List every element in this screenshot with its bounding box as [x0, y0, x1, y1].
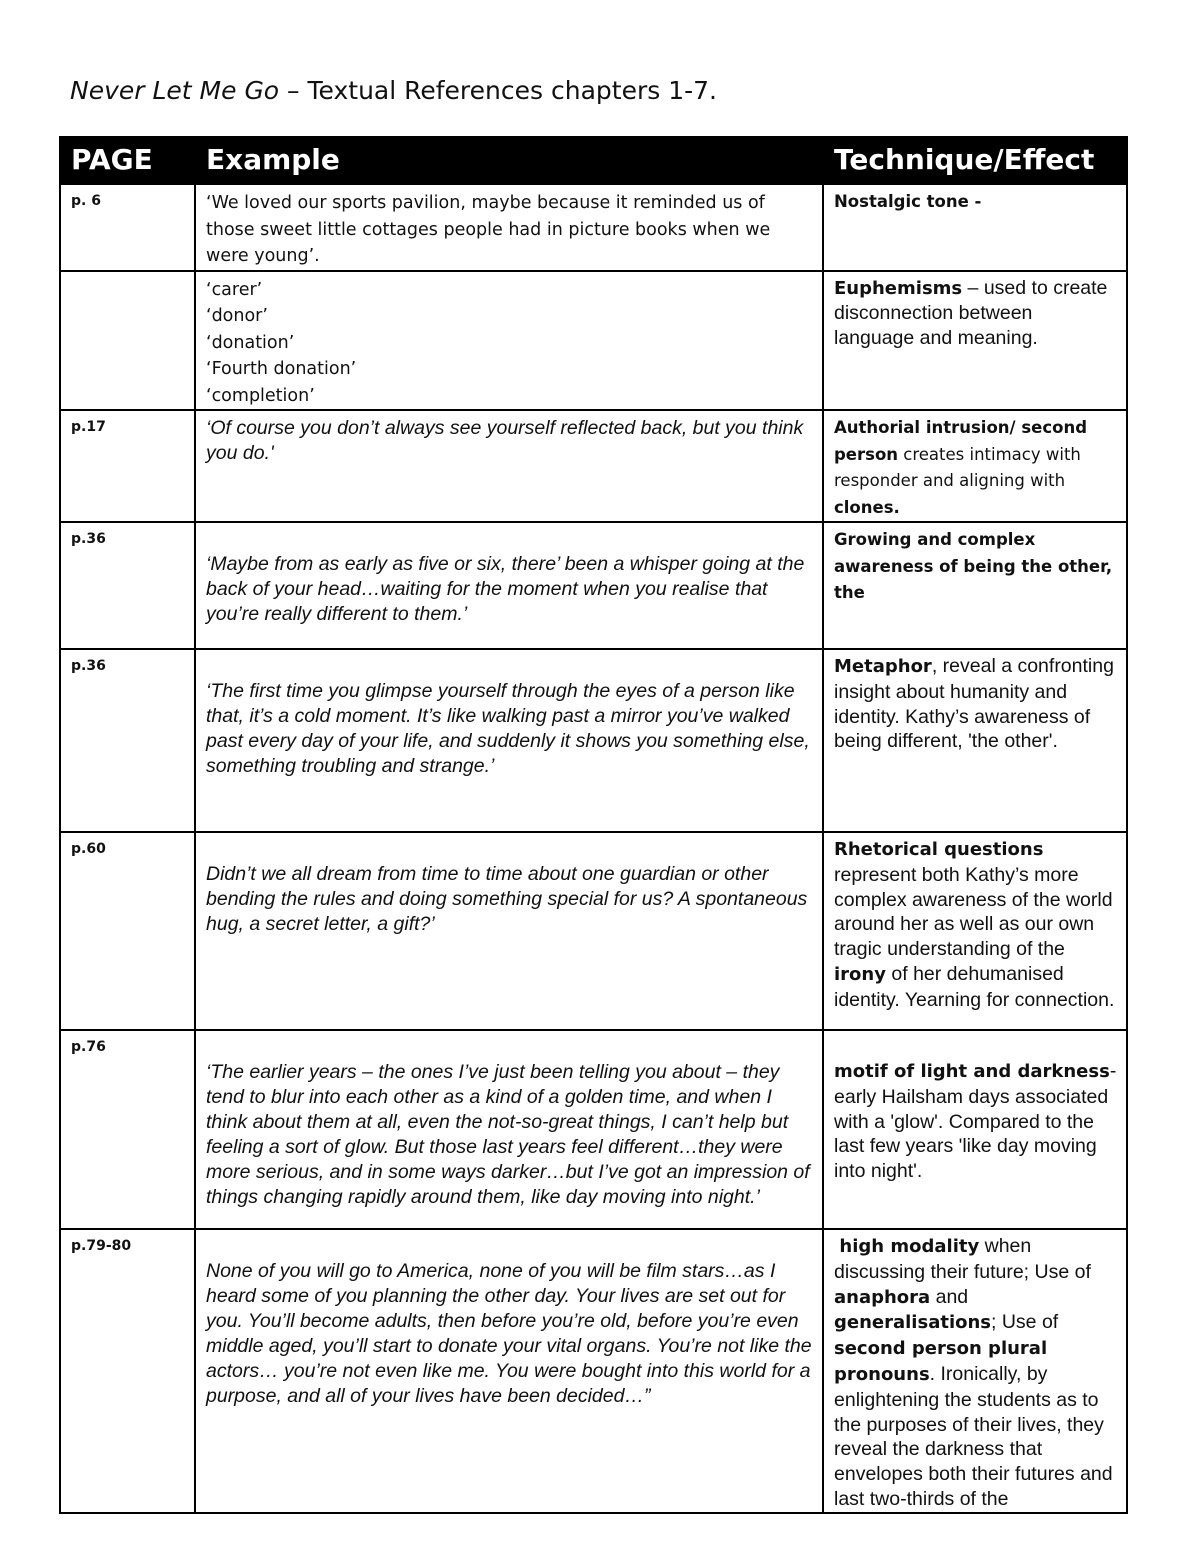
- example-cell: [195, 1229, 823, 1513]
- technique-text: , reveal a confronting insight about humanity and identity. Kathy’s awareness of being different, 'the other'.: [834, 655, 1114, 753]
- table-row: [60, 522, 1127, 649]
- page-cell: p.36: [60, 522, 195, 649]
- header-technique: Technique/Effect: [823, 137, 1127, 184]
- header-example: Example: [195, 137, 823, 184]
- page-cell: p.79-80: [60, 1229, 195, 1513]
- example-text: Didn’t we all dream from time to time about one guardian or other bending the rules and doing something special for us? A spontaneous hug, a secret letter, a gift?’: [206, 863, 808, 935]
- title-italic: Never Let Me Go: [70, 76, 280, 105]
- example-cell: [195, 649, 823, 832]
- example-line: ‘carer’: [206, 279, 263, 300]
- page-cell: p.60: [60, 832, 195, 1030]
- page-cell: p.17: [60, 410, 195, 522]
- technique-bold: motif of light and darkness: [834, 1061, 1110, 1082]
- header-row: [60, 137, 1127, 184]
- technique-cell: [823, 271, 1127, 411]
- technique-cell: [823, 184, 1127, 271]
- table-row: [60, 1030, 1127, 1229]
- page-cell: p.76: [60, 1030, 195, 1229]
- example-cell: [195, 184, 823, 271]
- technique-bold-2: irony: [834, 963, 886, 985]
- technique-text: represent both Kathy’s more complex awareness of the world around her as well as our own tragic understanding of the: [834, 863, 1113, 961]
- technique-bold: Metaphor: [834, 656, 932, 677]
- technique-text-2: of her dehumanised identity. Yearning for connection.: [834, 962, 1115, 1011]
- technique-bold-4: second person plural pronouns: [834, 1338, 1048, 1385]
- example-cell: [195, 522, 823, 649]
- technique-bold: high modality: [839, 1236, 980, 1257]
- technique-bold: Rhetorical questions: [834, 839, 1044, 860]
- document-title: [70, 76, 717, 105]
- technique-cell: [823, 832, 1127, 1030]
- example-cell: [195, 832, 823, 1030]
- technique-bold: Euphemisms: [834, 277, 963, 299]
- table-row: [60, 1229, 1127, 1513]
- page-cell: p.36: [60, 649, 195, 832]
- header-page: PAGE: [60, 137, 195, 184]
- technique-text: creates intimacy with responder and aligning with: [834, 444, 1081, 490]
- table-row: [60, 832, 1127, 1030]
- technique-bold: Nostalgic tone -: [834, 192, 982, 211]
- technique-text-2: and: [930, 1285, 969, 1308]
- example-text: ‘Maybe from as early as five or six, there’ been a whisper going at the back of your head…waiting for the moment when you realise that you’re really different to them.’: [206, 553, 805, 625]
- title-rest: – Textual References chapters 1-7.: [279, 76, 717, 105]
- technique-bold-2: clones.: [834, 497, 900, 517]
- technique-text-3: ; Use of: [991, 1311, 1059, 1334]
- technique-text: when discussing their future; Use of: [834, 1235, 1091, 1283]
- example-line: ‘donation’: [206, 332, 295, 353]
- example-line: ‘donor’: [206, 306, 268, 326]
- table-row: [60, 649, 1127, 832]
- example-cell: [195, 410, 823, 522]
- example-cell: [195, 1030, 823, 1229]
- example-text: ‘The first time you glimpse yourself through the eyes of a person like that, it’s a cold moment. It’s like walking past a mirror you’ve walked past every day of your life, and suddenly it shows you something else, something troubling and strange.’: [206, 680, 810, 777]
- technique-cell: [823, 522, 1127, 649]
- example-cell: [195, 271, 823, 411]
- table-row: [60, 271, 1127, 411]
- technique-bold-2: anaphora: [834, 1286, 931, 1308]
- references-table: [59, 136, 1128, 1514]
- technique-cell: [823, 1229, 1127, 1513]
- example-line: ‘Fourth donation’: [206, 359, 357, 379]
- example-text: ‘The earlier years – the ones I’ve just been telling you about – they tend to blur into each other as a kind of a golden time, and when I think about them at all, even the not-so-great things, I can’t help but feeling a sort of glow. But those last years feel different…they were more serious, and in some ways darker…but I’ve got an impression of things changing rapidly around them, like day moving into night.’: [206, 1061, 810, 1208]
- table-row: [60, 184, 1127, 271]
- example-text: None of you will go to America, none of you will be film stars…as I heard some of you planning the other day. Your lives are set out for you. You’ll become adults, then before you’re old, before you’re even middle aged, you’ll start to donate your vital organs. You’re not like the actors… you’re not even like me. You were bought into this world for a purpose, and all of your lives have been decided…”: [206, 1260, 812, 1407]
- technique-bold: Authorial intrusion/ second person: [834, 418, 1088, 464]
- technique-cell: [823, 410, 1127, 522]
- technique-bold-3: generalisations: [834, 1312, 992, 1334]
- technique-bold: Growing and complex awareness of being the other, the: [834, 530, 1113, 602]
- technique-text: – used to create disconnection between language and meaning.: [834, 276, 1108, 350]
- page-cell: p. 6: [60, 184, 195, 271]
- example-text: ‘We loved our sports pavilion, maybe because it reminded us of those sweet little cottages people had in picture books when we were young’.: [206, 193, 771, 266]
- table-row: [60, 410, 1127, 522]
- example-text: ‘Of course you don’t always see yourself reflected back, but you think you do.': [206, 417, 804, 464]
- technique-cell: [823, 649, 1127, 832]
- technique-text: - early Hailsham days associated with a 'glow'. Compared to the last few years 'like day moving into night'.: [834, 1060, 1117, 1183]
- example-line: ‘completion’: [206, 385, 315, 406]
- page-cell: [60, 271, 195, 411]
- technique-cell: [823, 1030, 1127, 1229]
- technique-text-4: . Ironically, by enlightening the students as to the purposes of their lives, they reveal the darkness that envelopes both their futures and last two-thirds of the: [834, 1362, 1113, 1510]
